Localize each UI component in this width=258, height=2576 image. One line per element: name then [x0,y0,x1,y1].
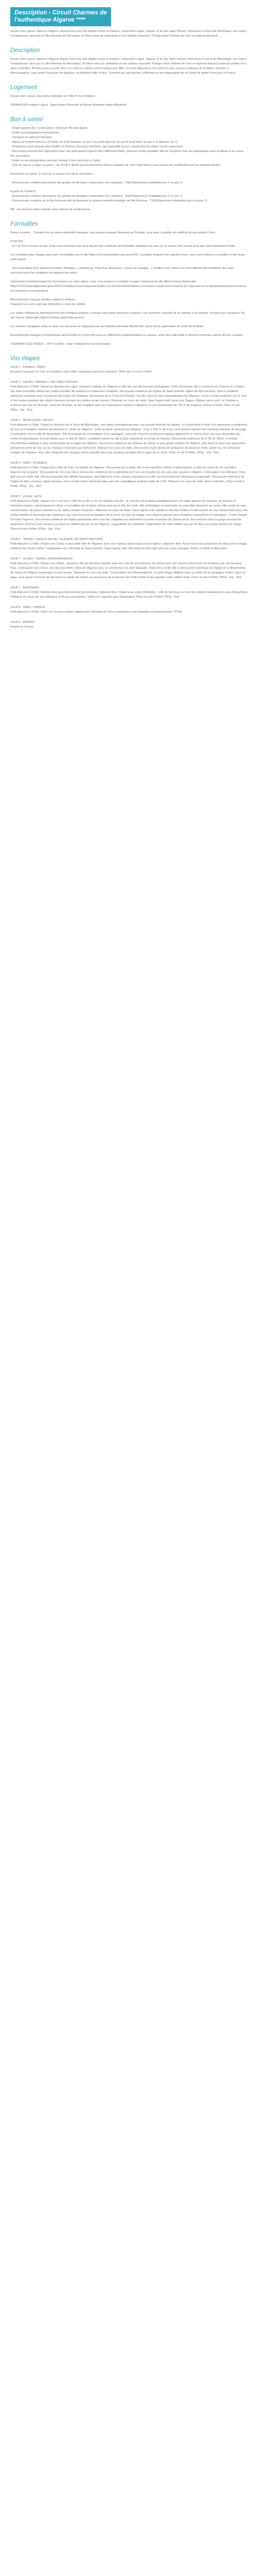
formalites-line: Ressortissants français (adultes, bébés et enfants) : [10,298,77,301]
logement-line: FERRAGUDO (région Lagos) : Agua Hotels Riverside ou Belver Boavista (région Albufeira). [10,104,127,107]
page [0,0,258,630]
formalites-line: Ressortissants étrangers et binationaux devront être en conformité avec les différentes réglementations en vigueur, selon leur nationalité et devront s'informer auprès de leur consulat. [10,334,244,337]
bon-savoir-line: Excursions en option, à réserver et à payer lors de la réservation : [10,173,95,176]
formalites-line: - En cas d'un vol avec escale, nous vous informons que vous devrez être conforme aux formalités sanitaires du pays où se trouve votre escale ainsi que votre destination finale. [10,245,235,248]
bon-savoir-line: - Séjour en formule pension complète, du petit-déjeuner du jour 2 au petit-déjeuner du jour 8 (sauf dîner du jour 6 et déjeuner du 7). [10,141,179,144]
page-title-banner [10,7,111,26]
intro-text: Durant votre séjour, explorez l'Algarve depuis Faro avec des étapes riches en histoire, notamment Lagos, Sagres, et le Cap Saint-Vincent. Découvrez la Serra de Monchique, une région montagneuse, ainsi que la ville thermale de Monchique et Silves avec sa cathédrale et son château imposant. Plongez dans l'histoire de Faro et explorez Almancil ... [10,30,247,38]
bon-savoir-line: A partir du 10/04/25 : [10,190,37,193]
step-item [10,495,248,532]
step-text: Petit-déjeuner à l'hôtel. Départ vers Tavira, la plus belle ville de l'Algarve, avec ses maisons pittoresques et ses églises. Déjeuner libre. Aussi nous vous proposons de découvrir le village médiéval de Cacela Velha. Continuation vers Vila Real de Santo Antonio. Dans l'après-midi, découvrez à pied cette ville aux noms portugais. Retour à l'hôtel et dîner libre. [10,543,247,550]
bon-savoir-line: - Taxe de séjour à régler sur place : de 1EUR à 4EUR par personne/nuit selon la situation de votre logement et sous réserve de modification par les autorités locales. [10,164,221,167]
step-title: JOUR 8 : FARO / FRANCE [10,606,45,609]
step-title: JOUR 9 : FRANCE [10,621,35,624]
step-title: JOUR 7 : ALBUFEIRA [10,586,39,589]
formalites-line: Les règles relatives au franchissement des frontières propres à chaque pays étant amenées à évoluer, il est vivement conseillé de se reporter à la rubrique "conseils aux voyageurs" du site France Diplomatie,httpsXXXXwww.diplomatie.gouv.fr/. [10,312,245,319]
step-text: Arrivée en France. [10,625,35,629]
formalites-line: Les mineurs voyageant seuls ou avec une personne ne disposant pas de l'autorité parentale doivent être munis d'une autorisation de sortie de territoire. [10,325,204,328]
formalites-line: A NOTER [10,240,23,243]
step-item [10,365,248,375]
step-title: JOUR 5 : LOULE / ALTE [10,495,42,498]
step-item [10,586,248,600]
formalites-line: Concernant l'éventuel impact du Coronavirus sur votre séjour, nous vous invitons à consulter la page ci-dessous du site officiel France Diplomatie : https://XXXXwww.diplomatie.gouv.fr/fr/le-ministere-et-son-reseau/actualites-du-ministere/informations-coronavirus-covid-19/coronavirus-les-reponses-a-vos-questions/article/coronavirus-les-reponses-a-vos-questions [10,280,247,293]
bon-savoir-line: - Guide accompagnateur francophone. [10,131,60,134]
bon-savoir-list [10,126,248,212]
formalites-line: Passeport ou carte nationale d'identité en cours de validité. [10,303,86,306]
bon-savoir-line: - Guide ou accompagnateur pouvant changer d'une excursion à l'autre. [10,159,101,162]
bon-savoir-line: - Transport en véhicule climatisé. [10,136,53,139]
bon-savoir-line: - Excursions pouvant être regroupées avec des participants logeant dans différents hôtels, plusieurs arrêts possibles afin de récupérer tous les participants avant le départ et au retour des excursions. [10,150,244,158]
section-title-bon-savoir: Bon à savoir [10,116,43,123]
logement-text: Durant votre séjour, vous serez hébergés en hôtel 4* (ou similaire) : [10,95,97,98]
bon-savoir-line: - Départ garanti dès 2 participants. Maximum 49 participants. [10,127,89,130]
section-title-description: Description [10,47,40,54]
step-item [10,620,248,630]
page-title-line2: l'authentique Algarve **** [14,17,86,23]
formalites-line: Les modalités pour chaque pays sont consultables sur le site https://XXXXwww.diplomatie.gouv.fr/fr/ L'actualité évoluant très régulièrement, nous vous invitons à consulter ce lien avant votre départ. [10,253,245,261]
section-title-formalites: Formalités [10,221,38,227]
step-item [10,418,248,455]
step-text: Petit-déjeuner à l'hôtel. Départ en direction de la Serra de Monchique, une région montagneuse avec une grande diversité de plantes, un climat doux et doté d'un panorama exceptionnel de mer et montagne, souvent surnommée le "Jardin de l'Algarve". Arrêt au point culminant de l'Algarve : Foia, à 902 m. Au Foia, vous pouvez admirer une immense étendue de paysage. Continuation vers la ville de Monchique, ville dominante par la montagne et la campagne, avec ses maisons architecture typique alignement et connue pour ses eaux thermales aux vertus thérapeutiques. Ensuite départ pour la ville de Silves, considéré comme la ville la plus importante au temps de Maures. Découverte extérieure de la Sé de Silves, le temple d'architecture gothique le plus remarquable de la région de l'Algarve. Découverte extérieure du Château de Silves, le plus grand château de l'Algarve. Sès tours et murs sont aujourd'hui pleinement ponts de vue sur les champs verdoyants qui l'entourent. Déjeuner en cours de visite. Découverte d'une Quinta de production de plusieurs fruits, parmi eux, les fameuses oranges de l'Algarve. Vous allez déguster des oranges (selon période) ainsi que plusieurs produits faits à partir de ce citrus. Dîner et nuit à l'hôtel. (PDej - Dej - Din). [10,423,247,454]
bon-savoir-line: - Demi-journée croisière sur la Ria Formosa afin de découvrir la réserve naturelle protégée de Ria Formosa : 71EUR/personne (réalisable jour 4 ou jour 7). [10,199,208,202]
step-title: JOUR 4 : FARO / ALMANCIL [10,462,48,465]
step-text: Petit-déjeuner à l'hôtel. Selon les horaires d'avion, départ pour l'aéroport de Faro et assistance aux formalités d'embarquement. (PDej) [10,611,182,614]
step-text: Petit-déjeuner à l'hôtel. Départ en direction de Lagos, ancienne capitale de l'Algarve et ville liée aux découvertes portugaises. Cette charmante ville a conservé son charme et constitue une belle ensemble mêlant des ruelles bordées de maisons à la blancheur éclatante. Découverte extérieure de l'église de Santo António, église de style baroque, dont la simplicité extérieure contraste avec la richesse décorative de l'intérieur. Découverte de la Ponta da Piedade, l'un des sites les plus extraordinaires de l'Algarve, où des roches sculptées par le vent et les marées peintent des reliefs d'années formant des grottes et des tunnels. Déjeuner en cours de visite. Dans l'après-midi, route vers Sagres. Bâtisse par le vent, ce Finistère a renforcé son nom de l'Europe, ouest de l'Europe, un lieu magique avec ses impressions falaises irrégulières et son promontoire de 100 m de longueur. Retour à l'hôtel, dîner et nuit. (PDej - Dej - Din). [10,385,247,412]
step-title: JOUR 3 : MONCHIQUE / SILVES [10,419,54,422]
step-text: Petit-déjeuner à l'hôtel. Départ pour visite de Faro, la capitale de l'Algarve. Découverte de la vieille ville et ses quartiers calmes et pittoresques, à l'abri du cercle de ses murailles disposés de remparts. Découverte de l'Arco de Vila et découverte extérieure de la cathédrale de Faro qui fut jadis lieu de culte pour plusieurs religions. Continuation vers Almancil. Dans qu'il est une petite ville, Almancil possède des détails historiques, des bâtiments d'une certaine importance et offre un environnement pittoresque et agréable. Découverte extérieure de l'église de São Lourenço, église baroque, avec sa décoration intérieure faite avec des magnifiques azulejos datés de 1730. Déjeuner en cours de visite. Après-midi libre. Dîner et nuit à l'hôtel. (PDej - Dej - Din). [10,466,246,488]
step-title: JOUR 2 : LAGOS / SAGRES / CAP SAINT-VINCENT [10,381,79,384]
formalites-list [10,231,248,347]
bon-savoir-line: - Demi-journée croisière découverte des grottes de Benagil et observation des dauphins : 81EUR/personne (réalisable jour 4 ou jour 7). [10,195,183,198]
step-item [10,605,248,615]
step-title: JOUR 7 : OLHAO / TAVIRA / MONCARAPACHO [10,557,73,561]
step-item [10,461,248,489]
section-title-etapes: Vos étapes [10,355,40,362]
step-text: Petit-déjeuner à l'hôtel. Départ vers Olhão : ancienne ville de pêcheurs réputée pour son marché aux poissons et connue pour ses maisons dont le toit est remplacé par une terrasse. Puis, continuation vers Tavira, une des plus belles villes de l'Algarve avec un architecture de style Manuelin. Visite de la vieille ville et découverte extérieure de l'église de la Misericordia, de ruines du château mauresque et pont romain. Déjeuner en cours de visite. Continuation vers Moncarapacho, un petit village idyllique situé au milieu de la campagne d'olive. Dans un lagar, vous aurez l'occasion de découvrir la culture de l'olivier, du processus de production de l'huile d'olive et de déguster cette célèbre huile. Dîner et nuit à l'hôtel. (PDej - Dej - Din). [10,562,247,579]
formalites-line: - Pour tout départ d'un aéroport frontalier (Belgique, Luxembourg, Pays-Bas, Allemagne, Suisse ou Espagne...), veuillez vous référer aux sites officiels des ministères des pays concernés pour les conditions de départ et de retour. [10,267,234,275]
formalites-line: Bonne nouvelle... Compte tenu de votre nationalité française, vous pouvez voyager librement au Portugal, sans avoir à justifier de certificat de vaccination Covid. [10,231,216,234]
step-text: Petit-déjeuner à l'hôtel. Départ vers Loulé pour visite de la ville et de son typique marché : un marché qui propose quotidiennement une vaste gamme de couleurs, de textures et d'arômes uniques, représentant la culture et la tradition de la région. Découverte de la ville de Loulé, ville authentique et charmante où vous allez découvrir un centre-ville rempli de rues commerciales, de places animées et de ruelles étroites et pavées. Déjeuner en cours de visite. Dans l'après-midi, départ en direction d'Alte à la découverte de ses maisons blanches, ses ruelles étroites et sinueuses qui conduisent aux sources d'une boulangerie de la Serra. En bas du village, vous pourrez admirer deux fontaines champêtres et ombragées : Fonte Grande et Fonte Pequena. Découverte extérieure de l'église paroissiale dont l'une des chapelles est totalement couverte d'azulejos du 16ème siècle. Aux environs dans la gorge pouvant les alcaloures, dont les fruits servent à produire la célèbre eau de vie de l'Algarve, l'aguardente de medronho. Dégustation de cette célèbre eau de vie dans une petite taverne du village. Dîner et nuit à l'hôtel. (PDej - Dej - Din). [10,500,248,531]
step-title: JOUR 1 : FRANCE / FARO [10,366,45,369]
formalites-line: COURANT ELECTRIQUE : 230 V et 50Hz. Type F. Adaptateur non nécessaire. [10,343,111,346]
bon-savoir-line: - Programme type pouvant être modifié en fonction des jours d'arrivées, des impératifs locaux, néanmoins les visites seront respectées. [10,145,184,148]
bon-savoir-line: NB : prix donnés à titre indicatif, sous réserve de modifications. [10,208,91,211]
step-title: JOUR 6 : TAVIRA / CACELA VELHA / VILA REAL DE SANTO ANTONIO [10,538,103,541]
step-text: Petit-déjeuner à l'hôtel. Matinée libre pour découvertes personnelles. Déjeuner libre. Départ pour visite d'Albufeira – ville de pêcheurs et l'une des stations balnéaires les plus fréquentées d'Algarve en raison de son ambiance et de ses innovations. Visite d'un vignoble avec dégustation. Dîner et nuit à l'hôtel. (PDej - Din). [10,591,248,599]
step-item [10,380,248,413]
bon-savoir-line: - Demi-journée croisière découverte des grottes de Benagil et observation des dauphins : 74EUR/personne (réalisable jour 4 ou jour 7). [10,181,183,184]
section-title-logement: Logement [10,84,37,91]
page-title-line1: Description - Circuit Charmes de [14,10,107,16]
step-text: Accueil à l'aéroport de Faro et transfert à votre hôtel. Installation dans les chambres. Dîner libre et nuit à l'hôtel. [10,370,153,374]
step-item [10,557,248,580]
description-text: Durant votre séjour, explorez l'Algarve depuis Faro avec des étapes riches en histoire, notamment Lagos, Sagres, et le Cap Saint-Vincent. Découvrez la Serra de Monchique, une région montagneuse, ainsi que la ville thermale de Monchique, et Silves avec sa cathédrale et son château imposant. Plongez dans l'histoire de Faro et explorez Almancil avant de profiter d'un après-midi libre. Rendez-vous à Loulé, avec son marché célèbre ouvert chaque jour. Aller, où vous déjeunerez l'un parmi les plus anciens châteaux de la région. Ensuite, à Moncarapacho, vous aurez l'occasion de déguster, sa fameuse huile d'olive. Terminez par une journée à Albufeira et une dégustation de vin avant de quitter Faro pour la France. [10,58,247,75]
step-item [10,537,248,551]
etapes-list [10,365,248,630]
